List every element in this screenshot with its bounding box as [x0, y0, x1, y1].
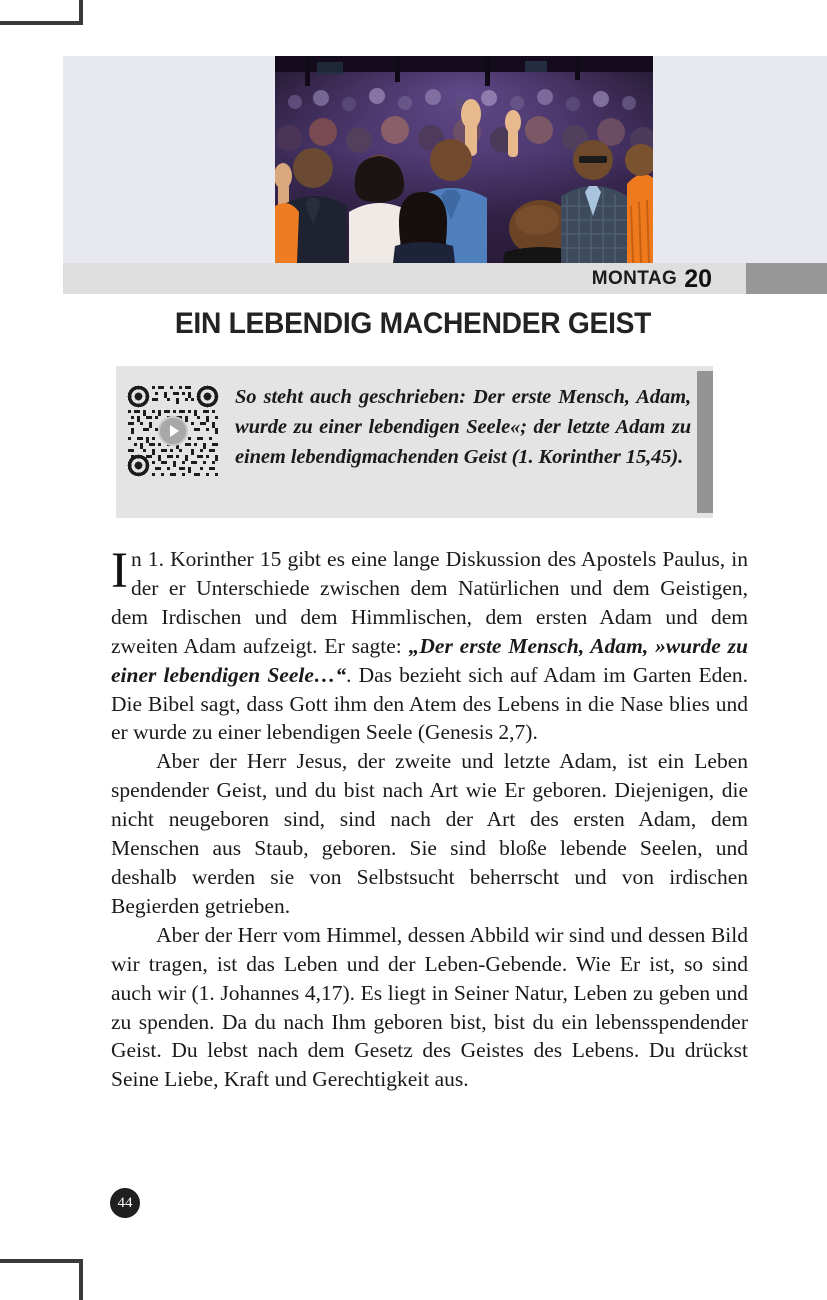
paragraph-1-part-a: n 1. Korinther 15 gibt es eine lange Diskussion des Apostels Paulus, in der er Unterschiede zwischen dem Natürlichen und dem Geistigen, dem Irdischen und dem Himmlischen, dem ersten Adam und dem zweiten Adam aufzeigt. Er sagte: [111, 547, 748, 658]
crowd-photo-illustration [275, 56, 653, 263]
crowd-worship-photo [275, 56, 653, 263]
crop-mark-top-left-horizontal [0, 21, 83, 25]
qr-code[interactable] [125, 376, 221, 486]
paragraph-1-inline-quote: „Der erste Mensch, Adam, »wurde zu einer lebendigen Seele…“ [111, 633, 748, 687]
day-number: 20 [684, 265, 712, 293]
article-body [111, 545, 748, 1094]
play-triangle-icon [170, 425, 179, 437]
page-title: EIN LEBENDIG MACHENDER GEIST [174, 307, 652, 340]
date-bar [63, 263, 746, 294]
date-bar-accent-block [746, 263, 827, 294]
paragraph-1-part-b: . Das bezieht sich auf Adam im Garten Eden. Die Bibel sagt, dass Gott ihm den Atem des Lebens in die Nase blies und er wurde zu einer lebendigen Seele (Genesis 2,7). [111, 662, 748, 745]
paragraph-2: Aber der Herr Jesus, der zweite und letzte Adam, ist ein Leben spendender Geist, und du bist nach Art wie Er geboren. Diejenigen, die nicht neugeboren sind, sind nach der Art des ersten Adam, dem Menschen aus Staub, geboren. Sie sind bloße lebende Seelen, und deshalb werden sie von Selbstsucht beherrscht und von irdischen Begierden getrieben. [111, 749, 748, 918]
scripture-text: So steht auch geschrieben: Der erste Mensch, Adam, wurde zu einer lebendigen Seele«; der letzte Adam zu einem lebendigmachenden Geist (1. Korinther 15,45). [235, 386, 691, 469]
crop-mark-bottom-left-horizontal [0, 1259, 83, 1263]
play-button-icon[interactable] [158, 416, 188, 446]
crop-mark-top-left-vertical [79, 0, 83, 25]
scripture-quote-box [116, 366, 713, 518]
paragraph-3: Aber der Herr vom Himmel, dessen Abbild wir sind und dessen Bild wir tragen, ist das Leben und der Leben-Gebende. Wie Er ist, so sind auch wir (1. Johannes 4,17). Es liegt in Seiner Natur, Leben zu geben und zu spenden. Da du nach Ihm geboren bist, bist du ein lebensspendender Geist. Du lebst nach dem Gesetz des Geistes des Lebens. Du drückst Seine Liebe, Kraft und Gerechtigkeit aus. [111, 922, 748, 1092]
weekday-label: MONTAG [591, 267, 678, 289]
crop-mark-bottom-left-vertical [79, 1259, 83, 1300]
page-number-badge: 44 [110, 1188, 140, 1218]
scripture-accent-bar [697, 371, 713, 513]
paragraph-1 [111, 545, 748, 747]
drop-cap: I [111, 543, 128, 599]
